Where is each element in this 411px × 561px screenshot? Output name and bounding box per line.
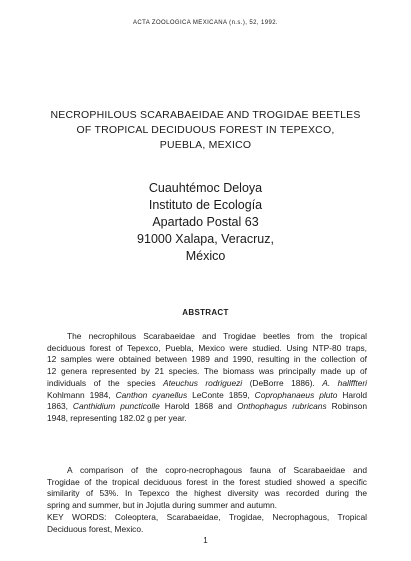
article-title [30, 108, 381, 153]
page-number: 1 [203, 536, 208, 545]
keywords-line: Deciduous forest, Mexico. [47, 523, 144, 534]
text-line: A comparison of the copro-necrophagous fauna of Scarabaeidae and [67, 465, 367, 475]
title-line: NECROPHILOUS SCARABAEIDAE AND TROGIDAE BEETLES [50, 109, 361, 121]
abstract-paragraph-1 [47, 331, 367, 425]
abstract-paragraph-2 [47, 465, 367, 535]
text-line: spring and summer, but in Jojutla during summer and autumn. [47, 500, 277, 511]
text-line: 12 genera represented by 21 species. The biomass was principally made up of [47, 366, 367, 377]
title-line: PUEBLA, MEXICO [159, 139, 252, 151]
text-span: (DeBorre 1886). [242, 377, 323, 388]
text-line: deciduous forest of Tepexco, Puebla, Mexico were studied. Using NTP-80 traps, [47, 342, 367, 353]
text-line: The necrophilous Scarabaeidae and Trogidae beetles from the tropical [67, 331, 367, 341]
species-name: Onthophagus rubricans [236, 401, 327, 412]
text-line [47, 401, 367, 413]
journal-header: ACTA ZOOLOGICA MEXICANA (n.s.), 52, 1992. [133, 20, 278, 26]
text-span: Kohlmann 1984, [47, 389, 116, 400]
text-line [47, 390, 367, 402]
keywords-line: KEY WORDS: Coleoptera, Scarabaeidae, Trogidae, Necrophagous, Tropical [47, 511, 367, 522]
author-block [0, 180, 411, 265]
species-name: Canthidium puncticolle [72, 401, 160, 412]
author-name: Cuauhtémoc Deloya [148, 181, 263, 195]
text-span: Robinson [326, 401, 368, 412]
text-line: similarity of 53%. In Tepexco the highest diversity was recorded during the [47, 488, 367, 499]
species-name: Canthon cyanellus [115, 389, 188, 400]
author-address: Apartado Postal 63 [152, 215, 259, 229]
author-institution: Instituto de Ecología [148, 198, 263, 212]
text-span: Harold [337, 389, 368, 400]
species-name: Coprophanaeus pluto [254, 389, 338, 400]
title-line: OF TROPICAL DECIDUOUS FOREST IN TEPEXCO, [76, 124, 335, 136]
text-span: Harold 1868 and [159, 401, 237, 412]
species-name: Ateuchus rodriguezi [163, 377, 243, 388]
abstract-heading: ABSTRACT [182, 308, 229, 317]
text-span: individuals of the species [47, 377, 163, 388]
text-line: 1948, representing 182.02 g per year. [47, 412, 187, 423]
author-address: 91000 Xalapa, Veracruz, [137, 232, 274, 246]
text-line [47, 378, 367, 390]
text-line: Trogidae of the tropical deciduous forest in the forest studied showed a specific [47, 476, 367, 487]
species-name: A. hallffteri [322, 377, 368, 388]
text-line: 12 samples were obtained between 1989 and 1990, resulting in the collection of [47, 354, 367, 365]
text-span: 1863, [47, 401, 73, 412]
author-country: México [185, 249, 226, 263]
text-span: LeConte 1859, [187, 389, 255, 400]
